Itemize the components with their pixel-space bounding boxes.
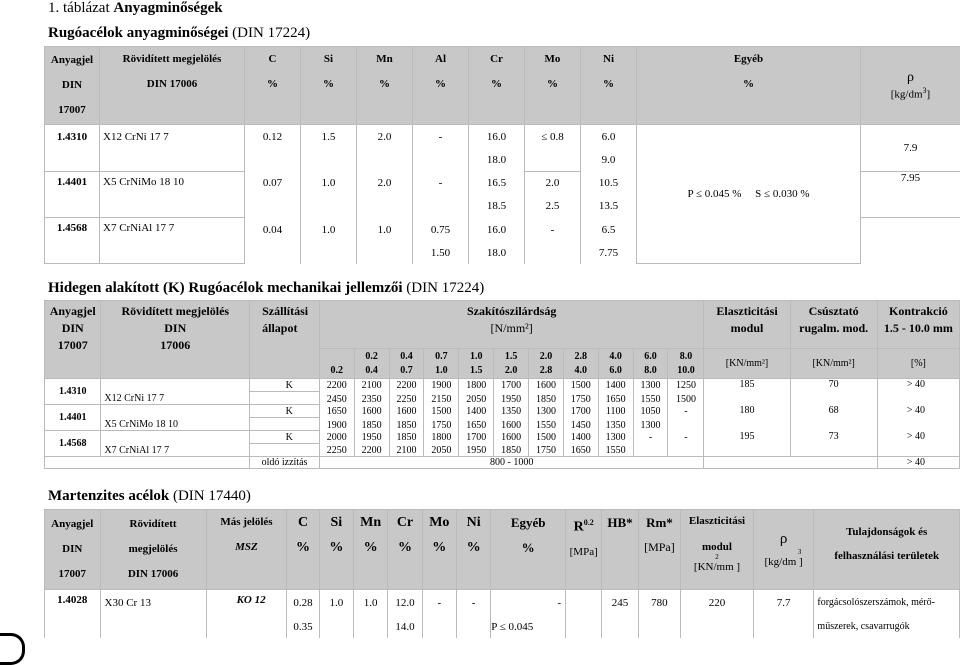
cell-tulaj: műszerek, csavarrugók	[814, 616, 960, 638]
col-elaszticitasi: Elaszticitási modul 2 [KN/mm ]	[681, 510, 754, 590]
cell: 1550	[529, 418, 564, 431]
table-row	[45, 379, 960, 392]
cell: 1600	[494, 431, 529, 444]
cell: 6.5	[581, 218, 637, 242]
col-mo: Mo %	[525, 47, 581, 125]
col-rm: Rm* [MPa]	[638, 510, 680, 590]
cell: X12 CrNi 17 7	[101, 379, 250, 405]
cell: > 40	[877, 405, 959, 431]
col-anyagjel: Anyagjel DIN 17007	[45, 301, 101, 379]
cell: 1700	[563, 405, 598, 418]
cell: -	[413, 172, 469, 195]
col-mas: Más jelölés MSZ	[206, 510, 287, 590]
cell: 1600	[529, 379, 564, 392]
range-header: 2.8 4.0	[563, 349, 598, 379]
cell: 1.0	[319, 590, 353, 616]
col-ni: Ni %	[581, 47, 637, 125]
range-header: 0.2 0.4	[354, 349, 389, 379]
cell: 1850	[389, 418, 424, 431]
cell	[250, 392, 320, 405]
cell: 0.12	[245, 125, 301, 149]
cell: 1500	[563, 379, 598, 392]
cell: 1550	[633, 392, 668, 405]
cell: 1700	[459, 431, 494, 444]
cell: 1950	[354, 431, 389, 444]
col-cr: Cr %	[388, 510, 422, 590]
cell-egyeb: P ≤ 0.045 % S ≤ 0.030 %	[637, 125, 861, 264]
col-anyagjel: Anyagjel DIN 17007	[45, 510, 101, 590]
cell: 1500	[668, 392, 704, 405]
col-egyeb: Egyéb %	[637, 47, 861, 125]
cell: 1900	[319, 418, 354, 431]
cell: 1800	[424, 431, 459, 444]
cell: 1600	[494, 418, 529, 431]
table-row	[45, 125, 960, 149]
range-header: 4.0 6.0	[598, 349, 633, 379]
col-c: C %	[245, 47, 301, 125]
cell-id: 1.4401	[45, 172, 100, 218]
cell: K	[250, 405, 320, 418]
table-martensitic-steels	[44, 509, 960, 638]
cell: 780	[638, 590, 680, 616]
range-header: 1.5 2.0	[494, 349, 529, 379]
cell: P ≤ 0.045	[491, 616, 566, 638]
cell: 1950	[459, 444, 494, 457]
cell-name: X5 CrNiMo 18 10	[100, 172, 245, 218]
cell-name: X12 CrNi 17 7	[100, 125, 245, 172]
cell: 1900	[424, 379, 459, 392]
cell: 0.75	[413, 218, 469, 242]
cell: 2.5	[525, 195, 581, 218]
cell: 1.4310	[45, 379, 101, 405]
cell: 1600	[354, 405, 389, 418]
col-al: Al %	[413, 47, 469, 125]
unit-e: [KN/mm²]	[704, 349, 790, 379]
col-ni: Ni %	[456, 510, 490, 590]
col-c: C %	[287, 510, 319, 590]
cell-name: X30 Cr 13	[100, 590, 206, 616]
col-anyagjel: Anyagjel DIN 17007	[45, 47, 100, 125]
cell: 1400	[598, 379, 633, 392]
cell: 1400	[563, 431, 598, 444]
cell: 6.0	[581, 125, 637, 149]
cell: > 40	[877, 431, 959, 457]
cell-rho: 7.95	[861, 172, 960, 218]
table-mechanical-properties	[44, 300, 960, 469]
col-tulajdonsagok: Tulajdonságok és felhasználási területek	[814, 510, 960, 590]
cell: 2450	[319, 392, 354, 405]
cell: 2250	[319, 444, 354, 457]
cell: 1850	[354, 418, 389, 431]
cell: 7.75	[581, 242, 637, 264]
cell: 1650	[459, 418, 494, 431]
cell: 1300	[633, 379, 668, 392]
cell: 70	[790, 379, 877, 405]
cell: 0.28	[287, 590, 319, 616]
cell	[250, 418, 320, 431]
cell: 245	[602, 590, 638, 616]
range-header: 2.0 2.8	[529, 349, 564, 379]
cell: 185	[704, 379, 790, 405]
col-rovid: Rövidített megjelölés DIN 17006	[100, 47, 245, 125]
col-r02: $R^{0.2}$ [MPa]	[566, 510, 602, 590]
cell: 18.5	[469, 195, 525, 218]
col-mn: Mn %	[357, 47, 413, 125]
section3-title: Martenzites acélok (DIN 17440)	[48, 488, 251, 505]
cell: 1850	[389, 431, 424, 444]
cell-mas: KO 12	[206, 590, 287, 616]
cell: 1750	[529, 444, 564, 457]
cell	[668, 418, 704, 431]
table-spring-steel-grades	[44, 46, 960, 264]
col-mn: Mn %	[353, 510, 387, 590]
cell: 2200	[389, 379, 424, 392]
unit-g: [KN/mm²]	[790, 349, 877, 379]
col-mo: Mo %	[422, 510, 456, 590]
cell: -	[491, 590, 566, 616]
cell: 7.7	[753, 590, 814, 616]
cell: 1650	[563, 444, 598, 457]
col-csusztato: Csúsztató rugalm. mod.	[790, 301, 877, 349]
col-hb: HB*	[602, 510, 638, 590]
cell: 0.35	[287, 616, 319, 638]
cell: 2.0	[357, 172, 413, 195]
section1-title: Rugóacélok anyagminőségei (DIN 17224)	[48, 25, 310, 42]
col-rovid: Rövidített megjelölés DIN 17006	[101, 301, 250, 379]
cell: 10.5	[581, 172, 637, 195]
range-header: 1.0 1.5	[459, 349, 494, 379]
col-egyeb: Egyéb %	[491, 510, 566, 590]
unit-k: [%]	[877, 349, 959, 379]
cell-rho: 7.9	[861, 125, 960, 172]
cell: 1.0	[301, 218, 357, 242]
cell: 9.0	[581, 149, 637, 172]
cell: 16.0	[469, 125, 525, 149]
cell: 1300	[529, 405, 564, 418]
cell: 68	[790, 405, 877, 431]
cell: 1.5	[301, 125, 357, 149]
cell: 14.0	[388, 616, 422, 638]
cell: 180	[704, 405, 790, 431]
cell: 800 - 1000	[319, 457, 704, 469]
cell: 1450	[563, 418, 598, 431]
cell: ≤ 0.8	[525, 125, 581, 172]
cell: -	[668, 431, 704, 444]
page-edge-mark	[0, 633, 25, 665]
cell: X7 CrNiAl 17 7	[101, 431, 250, 457]
cell: 1400	[459, 405, 494, 418]
cell: -	[633, 431, 668, 444]
cell: 1250	[668, 379, 704, 392]
cell: 2250	[389, 392, 424, 405]
cell: 1300	[598, 431, 633, 444]
cell-name: X7 CrNiAl 17 7	[100, 218, 245, 264]
col-szakitoszilardsag: Szakítószilárdság [N/mm²]	[319, 301, 704, 349]
col-elaszticitasi: Elaszticitási modul	[704, 301, 790, 349]
cell: 1550	[598, 444, 633, 457]
cell: 2050	[424, 444, 459, 457]
cell: 1500	[424, 405, 459, 418]
cell: 1700	[494, 379, 529, 392]
cell: -	[668, 405, 704, 418]
cell: 1.50	[413, 242, 469, 264]
cell: K	[250, 431, 320, 444]
cell: 0.04	[245, 218, 301, 242]
col-si: Si %	[301, 47, 357, 125]
cell: 2000	[319, 431, 354, 444]
cell: 1350	[494, 405, 529, 418]
cell	[633, 444, 668, 457]
table-header-row	[45, 510, 960, 590]
cell: 2050	[459, 392, 494, 405]
range-header: 0.4 0.7	[389, 349, 424, 379]
cell: 1.0	[357, 218, 413, 242]
cell: oldó izzítás	[250, 457, 320, 469]
cell: 1300	[633, 418, 668, 431]
cell: 16.5	[469, 172, 525, 195]
cell: 1850	[529, 392, 564, 405]
col-rho: ρ $[kg/dm^3]$	[861, 47, 960, 125]
cell: 1100	[598, 405, 633, 418]
cell: 1.4568	[45, 431, 101, 457]
cell: 13.5	[581, 195, 637, 218]
cell: 1600	[389, 405, 424, 418]
range-header: 8.0 10.0	[668, 349, 704, 379]
table-header-row	[45, 301, 960, 349]
cell: 2200	[319, 379, 354, 392]
cell: 1850	[494, 444, 529, 457]
cell: 1050	[633, 405, 668, 418]
cell: 1350	[598, 418, 633, 431]
cell: 2.0	[525, 172, 581, 195]
table-row	[45, 405, 960, 418]
cell: > 40	[877, 457, 959, 469]
cell: 1.0	[301, 172, 357, 195]
cell: X5 CrNiMo 18 10	[101, 405, 250, 431]
cell: -	[422, 590, 456, 616]
range-header: 0.7 1.0	[424, 349, 459, 379]
cell: 73	[790, 431, 877, 457]
cell-id: 1.4568	[45, 218, 100, 264]
cell: 0.07	[245, 172, 301, 195]
range-header: 0.2	[319, 349, 354, 379]
cell: 1.0	[353, 590, 387, 616]
cell: 2100	[389, 444, 424, 457]
cell: 16.0	[469, 218, 525, 242]
cell: 18.0	[469, 242, 525, 264]
table-row	[45, 431, 960, 444]
cell-id: 1.4028	[45, 590, 101, 616]
cell	[668, 444, 704, 457]
cell: K	[250, 379, 320, 392]
cell: 1650	[319, 405, 354, 418]
col-kontrakcio: Kontrakció 1.5 - 10.0 mm	[877, 301, 959, 349]
cell: 2100	[354, 379, 389, 392]
cell: 1750	[563, 392, 598, 405]
cell: 1500	[529, 431, 564, 444]
cell: > 40	[877, 379, 959, 405]
cell: -	[525, 218, 581, 242]
table-row	[45, 616, 960, 638]
cell: -	[456, 590, 490, 616]
section2-title: Hidegen alakított (K) Rugóacélok mechanikai jellemzői (DIN 17224)	[48, 280, 484, 297]
table-header-row	[45, 47, 960, 125]
col-si: Si %	[319, 510, 353, 590]
range-header: 6.0 8.0	[633, 349, 668, 379]
cell: 2150	[424, 392, 459, 405]
cell: 1.4401	[45, 405, 101, 431]
cell: 1650	[598, 392, 633, 405]
cell: 1800	[459, 379, 494, 392]
cell: 2350	[354, 392, 389, 405]
cell: 220	[681, 590, 754, 616]
cell: 2.0	[357, 125, 413, 149]
cell: 1950	[494, 392, 529, 405]
col-cr: Cr %	[469, 47, 525, 125]
col-szallitasi: Szállítási állapot	[250, 301, 320, 379]
cell-id: 1.4310	[45, 125, 100, 172]
cell: 12.0	[388, 590, 422, 616]
cell: 1750	[424, 418, 459, 431]
page-title: 1. táblázat Anyagminőségek	[48, 0, 223, 17]
cell: 2200	[354, 444, 389, 457]
cell: 195	[704, 431, 790, 457]
cell: 18.0	[469, 149, 525, 172]
cell	[250, 444, 320, 457]
col-rho: ρ 3 [kg/dm ]	[753, 510, 814, 590]
col-rovid: Rövidített megjelölés DIN 17006	[100, 510, 206, 590]
table-row	[45, 590, 960, 616]
table-row	[45, 457, 960, 469]
cell: -	[413, 125, 469, 149]
cell-tulaj: forgácsolószerszámok, mérő-	[814, 590, 960, 616]
